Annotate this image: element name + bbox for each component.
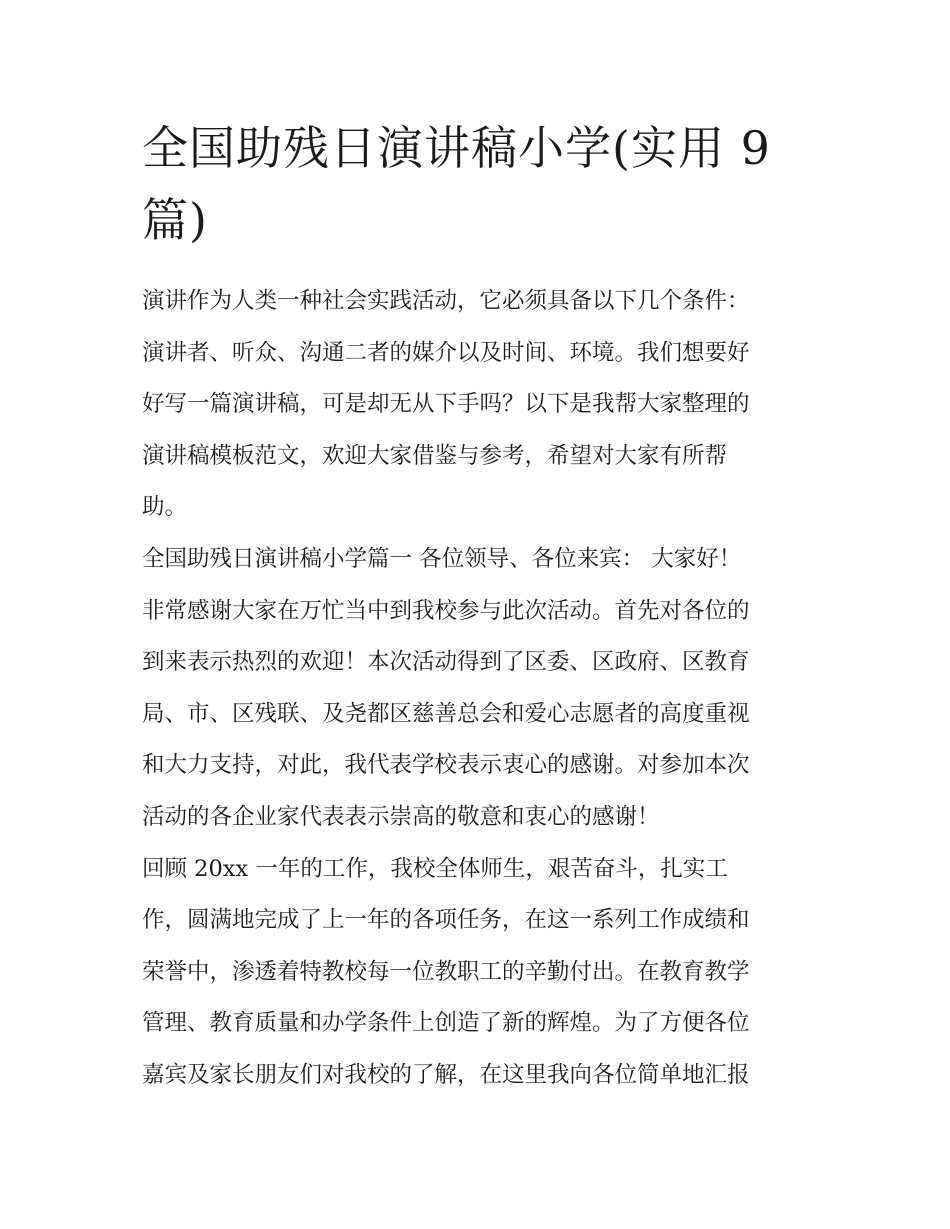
text-line: 管理、教育质量和办学条件上创造了新的辉煌。为了方便各位 [142, 1010, 750, 1037]
text-line: 嘉宾及家长朋友们对我校的了解，在这里我向各位简单地汇报 [142, 1061, 750, 1088]
text-line: 活动的各企业家代表表示崇高的敬意和衷心的感谢！ [142, 803, 660, 830]
text-line: 演讲稿模板范文，欢迎大家借鉴与参考，希望对大家有所帮 [142, 442, 728, 469]
document-body [142, 276, 822, 1102]
text-line: 作，圆满地完成了上一年的各项任务，在这一系列工作成绩和 [142, 907, 750, 934]
text-line: 非常感谢大家在万忙当中到我校参与此次活动。首先对各位的 [142, 597, 750, 624]
text-line: 全国助残日演讲稿小学篇一 各位领导、各位来宾： 大家好！ [142, 545, 742, 572]
text-line: 助。 [142, 494, 188, 521]
text-line: 演讲者、听众、沟通二者的媒介以及时间、环境。我们想要好 [142, 339, 750, 366]
title-line: 篇) [142, 193, 208, 247]
text-line: 和大力支持，对此，我代表学校表示衷心的感谢。对参加本次 [142, 752, 750, 779]
paragraph-review [142, 844, 822, 1102]
text-line: 荣誉中，渗透着特教校每一位教职工的辛勤付出。在教育教学 [142, 958, 750, 985]
document-title [142, 112, 822, 256]
title-line: 全国助残日演讲稿小学(实用 9 [142, 121, 771, 175]
text-line: 局、市、区残联、及尧都区慈善总会和爱心志愿者的高度重视 [142, 700, 750, 727]
paragraph-speech-one [142, 534, 822, 844]
text-line: 到来表示热烈的欢迎！本次活动得到了区委、区政府、区教育 [142, 649, 750, 676]
paragraph-intro [142, 276, 822, 534]
text-line: 回顾 20xx 一年的工作，我校全体师生，艰苦奋斗，扎实工 [142, 855, 728, 882]
text-line: 演讲作为人类一种社会实践活动，它必须具备以下几个条件： [142, 288, 750, 314]
text-line: 好写一篇演讲稿，可是却无从下手吗？以下是我帮大家整理的 [142, 391, 750, 418]
